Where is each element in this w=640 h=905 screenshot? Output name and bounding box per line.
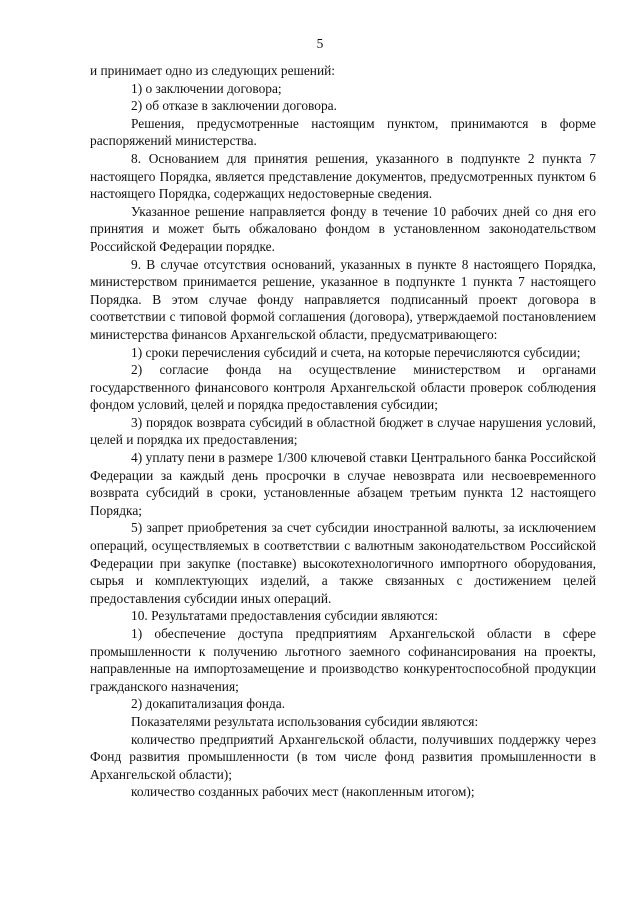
paragraph: Показателями результата использования субсидии являются: — [131, 713, 479, 729]
paragraph: 10. Результатами предоставления субсидии являются: — [131, 608, 438, 624]
paragraph: 9. В случае отсутствия оснований, указанных в пункте 8 настоящего Порядка, министерством принимается решение, указанное в подпункте 1 пункта 7 настоящего Порядка. В этом случае фонду направляется подписанный проект договора в соответствии с типовой формой соглашения (договора), утверждаемой постановлением министерства финансов Архангельской области, предусматривающего: — [90, 256, 596, 342]
paragraph: Решения, предусмотренные настоящим пунктом, принимаются в форме распоряжений министерства. — [90, 115, 596, 149]
paragraph: 1) сроки перечисления субсидий и счета, на которые перечисляются субсидии; — [131, 344, 581, 360]
paragraph: 5) запрет приобретения за счет субсидии иностранной валюты, за исключением операций, осуществляемых в соответствии с валютным законодательством Российской Федерации при закупке (поставке) высокотехнологичного импортного оборудования, сырья и комплектующих изделий, а также связанных с достижением целей предоставления субсидии иных операций. — [90, 520, 596, 606]
paragraph: количество предприятий Архангельской области, получивших поддержку через Фонд развития промышленности (в том числе фонд развития промышленности в Архангельской области); — [90, 731, 596, 782]
paragraph: 2) докапитализация фонда. — [131, 696, 286, 712]
document-body — [90, 62, 596, 801]
paragraph: 3) порядок возврата субсидий в областной бюджет в случае нарушения условий, целей и порядка их предоставления; — [90, 414, 596, 448]
paragraph: 1) обеспечение доступа предприятиям Архангельской области в сфере промышленности к получению льготного заемного софинансирования на проекты, направленные на импортозамещение и производство конкурентоспособной продукции гражданского назначения; — [90, 626, 596, 694]
paragraph: 2) согласие фонда на осуществление министерством и органами государственного финансового контроля Архангельской области проверок соблюдения фондом условий, целей и порядка предоставления субсидии; — [90, 362, 596, 413]
paragraph: 8. Основанием для принятия решения, указанного в подпункте 2 пункта 7 настоящего Порядка, является представление документов, предусмотренных пунктом 6 настоящего Порядка, содержащих недостоверные сведения. — [90, 150, 596, 202]
paragraph: 1) о заключении договора; — [131, 80, 282, 96]
paragraph: 4) уплату пени в размере 1/300 ключевой ставки Центрального банка Российской Федерации за каждый день просрочки в случае невозврата или несвоевременного возврата субсидий в сроки, установленные абзацем третьим пункта 12 настоящего Порядка; — [90, 450, 596, 518]
paragraph: 2) об отказе в заключении договора. — [131, 98, 337, 114]
paragraph: Указанное решение направляется фонду в течение 10 рабочих дней со дня его принятия и может быть обжаловано фондом в установленном законодательством Российской Федерации порядке. — [90, 203, 596, 254]
paragraph: количество созданных рабочих мест (накопленным итогом); — [131, 784, 475, 800]
page-number: 5 — [316, 36, 324, 51]
paragraph: и принимает одно из следующих решений: — [90, 63, 336, 78]
